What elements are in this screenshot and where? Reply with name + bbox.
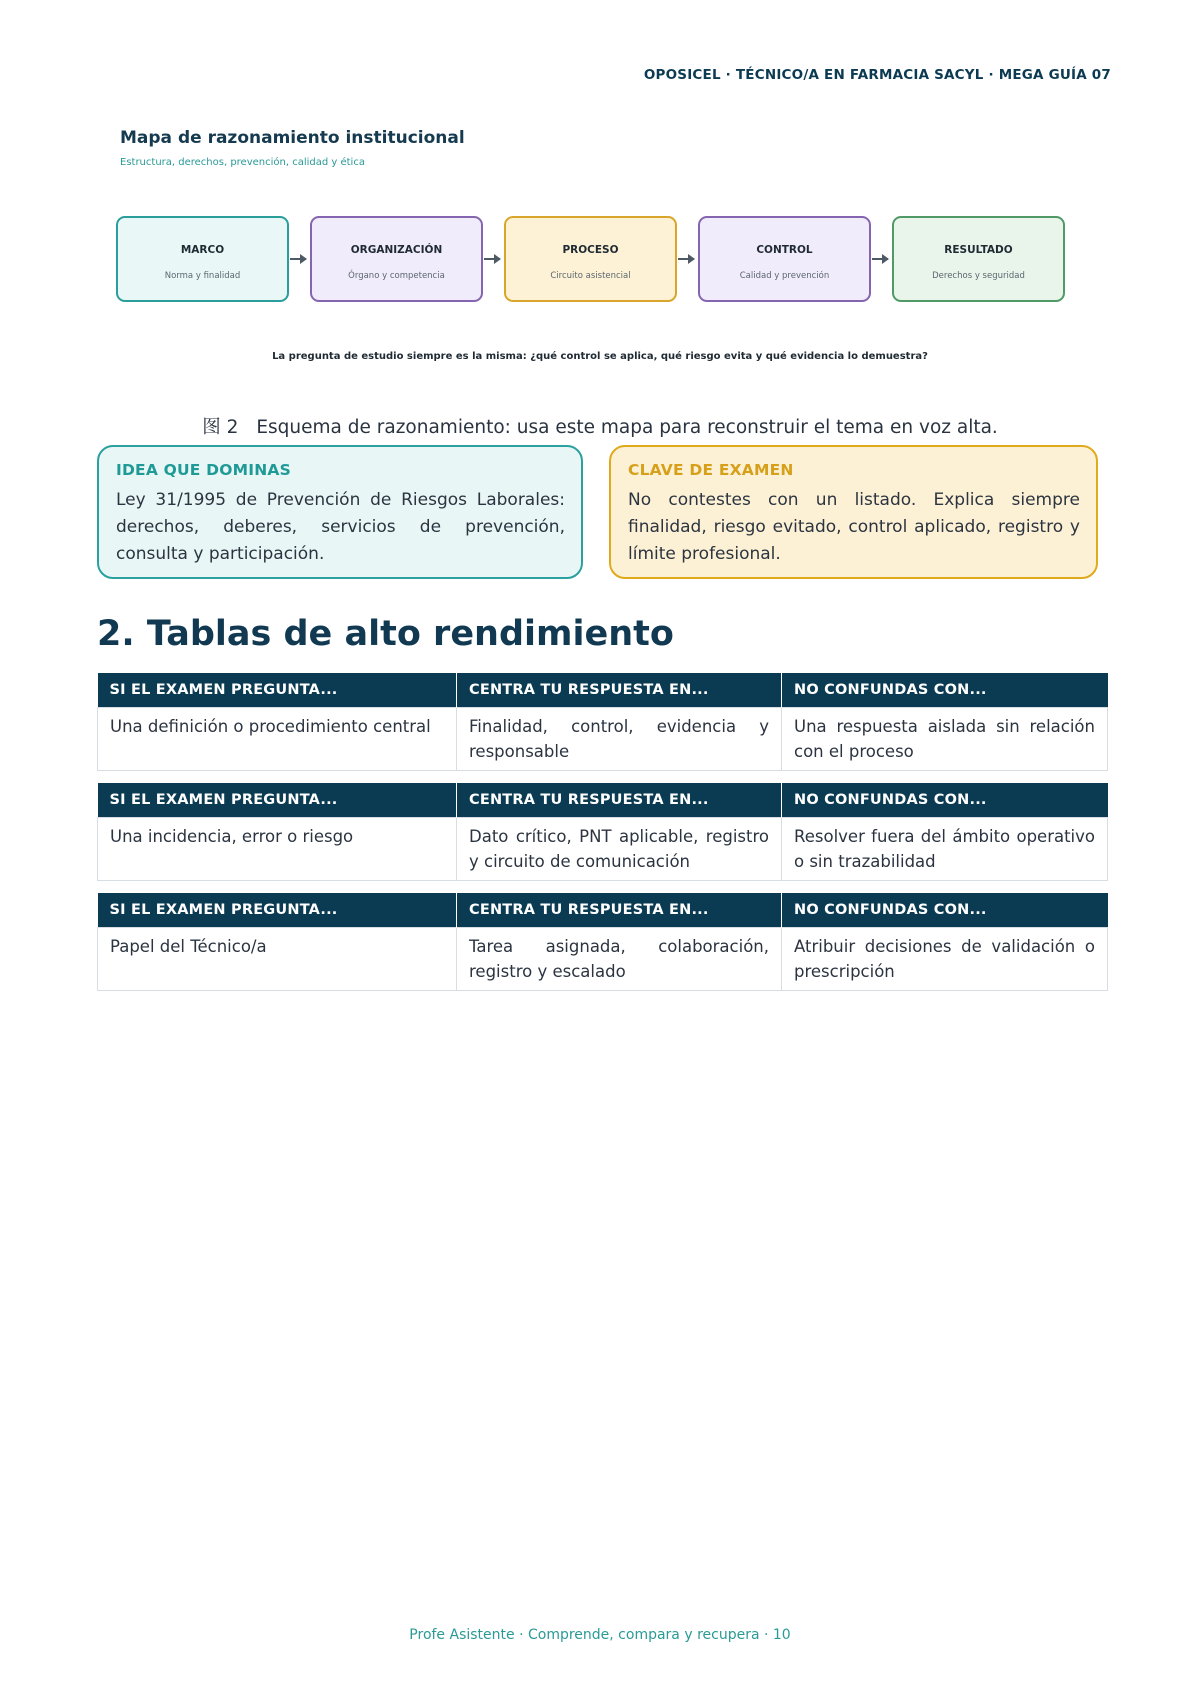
callout-body: Ley 31/1995 de Prevención de Riesgos Laborales: derechos, deberes, servicios de prevención, consulta y participación. <box>116 490 565 564</box>
flow-step-organizacion <box>310 216 483 302</box>
column-header: CENTRA TU RESPUESTA EN... <box>457 783 782 818</box>
table-cell: Resolver fuera del ámbito operativo o sin trazabilidad <box>782 818 1108 881</box>
flow-step-subtitle: Norma y finalidad <box>164 271 241 281</box>
flow-step-marco <box>116 216 289 302</box>
callout-title: IDEA QUE DOMINAS <box>116 461 291 479</box>
column-header: CENTRA TU RESPUESTA EN... <box>457 673 782 708</box>
flow-step-title: CONTROL <box>756 244 813 256</box>
reasoning-flow-diagram <box>116 216 1066 306</box>
flow-arrow <box>678 258 694 260</box>
column-header: CENTRA TU RESPUESTA EN... <box>457 893 782 928</box>
table-row <box>98 818 1108 881</box>
column-header: SI EL EXAMEN PREGUNTA... <box>98 673 457 708</box>
callout-idea-que-dominas <box>97 445 583 579</box>
section-title: 2. Tablas de alto rendimiento <box>97 614 674 654</box>
flow-arrow <box>484 258 500 260</box>
callout-clave-de-examen <box>609 445 1098 579</box>
flow-step-subtitle: Órgano y competencia <box>348 271 445 281</box>
flow-step-subtitle: Circuito asistencial <box>550 271 631 281</box>
flow-step-title: PROCESO <box>562 244 619 256</box>
callout-title: CLAVE DE EXAMEN <box>628 461 794 479</box>
reference-table-1 <box>97 673 1108 771</box>
figure-caption <box>0 413 1200 439</box>
flow-step-subtitle: Derechos y seguridad <box>932 271 1025 281</box>
flow-step-proceso <box>504 216 677 302</box>
flow-step-subtitle: Calidad y prevención <box>739 271 830 281</box>
flow-step-control <box>698 216 871 302</box>
table-cell: Papel del Técnico/a <box>98 928 457 991</box>
table-cell: Una incidencia, error o riesgo <box>98 818 457 881</box>
column-header: NO CONFUNDAS CON... <box>782 673 1108 708</box>
map-title: Mapa de razonamiento institucional <box>120 128 465 148</box>
flow-step-title: ORGANIZACIÓN <box>350 244 443 256</box>
table-cell: Una respuesta aislada sin relación con el proceso <box>782 708 1108 771</box>
flow-arrow <box>872 258 888 260</box>
flow-step-resultado <box>892 216 1065 302</box>
flow-step-title: MARCO <box>180 244 225 256</box>
column-header: NO CONFUNDAS CON... <box>782 893 1108 928</box>
table-cell: Una definición o procedimiento central <box>98 708 457 771</box>
column-header: SI EL EXAMEN PREGUNTA... <box>98 783 457 818</box>
page-footer: Profe Asistente · Comprende, compara y recupera · 10 <box>409 1627 791 1643</box>
figure-label: 图 2 <box>202 417 239 438</box>
table-row <box>98 708 1108 771</box>
flow-arrow <box>290 258 306 260</box>
reference-table-3 <box>97 893 1108 991</box>
table-cell: Dato crítico, PNT aplicable, registro y circuito de comunicación <box>457 818 782 881</box>
table-cell: Tarea asignada, colaboración, registro y escalado <box>457 928 782 991</box>
figure-caption-text: Esquema de razonamiento: usa este mapa para reconstruir el tema en voz alta. <box>256 417 998 438</box>
table-cell: Finalidad, control, evidencia y responsable <box>457 708 782 771</box>
table-header-row <box>98 673 1108 708</box>
map-subtitle: Estructura, derechos, prevención, calidad y ética <box>120 157 365 168</box>
table-header-row <box>98 783 1108 818</box>
callout-body: No contestes con un listado. Explica siempre finalidad, riesgo evitado, control aplicado, registro y límite profesional. <box>628 490 1080 564</box>
map-study-question: La pregunta de estudio siempre es la misma: ¿qué control se aplica, qué riesgo evita y qué evidencia lo demuestra? <box>272 351 928 362</box>
flow-step-title: RESULTADO <box>944 244 1013 256</box>
reference-table-2 <box>97 783 1108 881</box>
column-header: NO CONFUNDAS CON... <box>782 783 1108 818</box>
table-row <box>98 928 1108 991</box>
table-header-row <box>98 893 1108 928</box>
table-cell: Atribuir decisiones de validación o prescripción <box>782 928 1108 991</box>
column-header: SI EL EXAMEN PREGUNTA... <box>98 893 457 928</box>
running-header: OPOSICEL · TÉCNICO/A EN FARMACIA SACYL · MEGA GUÍA 07 <box>643 67 1111 83</box>
